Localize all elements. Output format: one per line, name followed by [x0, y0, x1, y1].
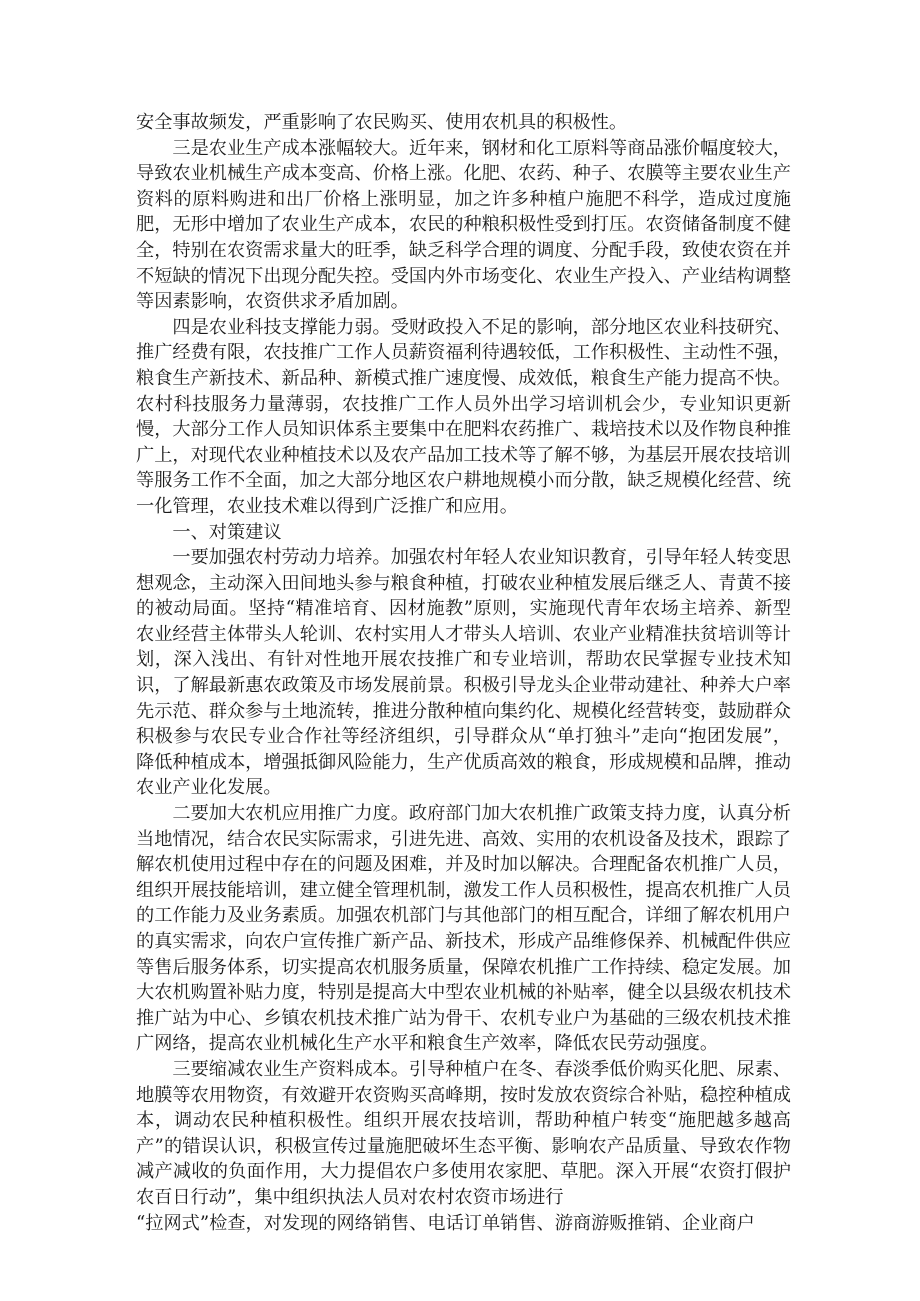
paragraph-reduce-costs: 三要缩减农业生产资料成本。引导种植户在冬、春淡季低价购买化肥、尿素、地膜等农用物资，有效避开农资购买高峰期，按时发放农资综合补贴，稳控种植成本，调动农民种植积极性。组织开展农技培训，帮助种植户转变“施肥越多越高产”的错误认识，积极宣传过量施肥破坏生态平衡、影响农产品质量、导致农作物减产减收的负面作用，大力提倡农户多使用农家肥、草肥。深入开展“农资打假护农百日行动”，集中组织执法人员对农村农资市场进行 — [136, 1058, 791, 1208]
document-body — [136, 110, 791, 1236]
paragraph-machinery-promotion: 二要加大农机应用推广力度。政府部门加大农机推广政策支持力度，认真分析当地情况，结合农民实际需求，引进先进、高效、实用的农机设备及技术，跟踪了解农机使用过程中存在的问题及困难，并及时加以解决。合理配备农机推广人员，组织开展技能培训，建立健全管理机制，激发工作人员积极性，提高农机推广人员的工作能力及业务素质。加强农机部门与其他部门的相互配合，详细了解农机用户的真实需求，向农户宣传推广新产品、新技术，形成产品维修保养、机械配件供应等售后服务体系，切实提高农机服务质量，保障农机推广工作持续、稳定发展。加大农机购置补贴力度，特别是提高大中型农业机械的补贴率，健全以县级农机技术推广站为中心、乡镇农机技术推广站为骨干、农机专业户为基础的三级农机技术推广网络，提高农业机械化生产水平和粮食生产效率，降低农民劳动强度。 — [136, 803, 791, 1055]
paragraph-cost-rise: 三是农业生产成本涨幅较大。近年来，钢材和化工原料等商品涨价幅度较大，导致农业机械生产成本变高、价格上涨。化肥、农药、种子、农膜等主要农业生产资料的原料购进和出厂价格上涨明显，加之许多种植户施肥不科学，造成过度施肥，无形中增加了农业生产成本，农民的种粮积极性受到打压。农资储备制度不健全，特别在农资需求量大的旺季，缺乏科学合理的调度、分配手段，致使农资在并不短缺的情况下出现分配失控。受国内外市场变化、农业生产投入、产业结构调整等因素影响，农资供求矛盾加剧。 — [136, 137, 791, 313]
paragraph-inspection: “拉网式”检查，对发现的网络销售、电话订单销售、游商游贩推销、企业商户 — [136, 1212, 755, 1234]
paragraph-continuation: 安全事故频发，严重影响了农民购买、使用农机具的积极性。 — [136, 112, 628, 133]
paragraph-tech-support: 四是农业科技支撑能力弱。受财政投入不足的影响，部分地区农业科技研究、推广经费有限，农技推广工作人员薪资福利待遇较低，工作积极性、主动性不强，粮食生产新技术、新品种、新模式推广速度慢、成效低，粮食生产能力提高不快。农村科技服务力量薄弱，农技推广工作人员外出学习培训机会少，专业知识更新慢，大部分工作人员知识体系主要集中在肥料农药推广、栽培技术以及作物良种推广上，对现代农业种植技术以及农产品加工技术等了解不够，为基层开展农技培训等服务工作不全面，加之大部分地区农户耕地规模小而分散，缺乏规模化经营、统一化管理，农业技术难以得到广泛推广和应用。 — [136, 316, 791, 517]
paragraph-labor-training: 一要加强农村劳动力培养。加强农村年轻人农业知识教育，引导年轻人转变思想观念，主动深入田间地头参与粮食种植，打破农业种植发展后继乏人、青黄不接的被动局面。坚持“精准培育、因材施教”原则，实施现代青年农场主培养、新型农业经营主体带头人轮训、农村实用人才带头人培训、农业产业精准扶贫培训等计划，深入浅出、有针对性地开展农技推广和专业培训，帮助农民掌握专业技术知识，了解最新惠农政策及市场发展前景。积极引导龙头企业带动建社、种养大户率先示范、群众参与土地流转，推进分散种植向集约化、规模化经营转变，鼓励群众积极参与农民专业合作社等经济组织，引导群众从“单打独斗”走向“抱团发展”，降低种植成本，增强抵御风险能力，生产优质高效的粮食，形成规模和品牌，推动农业产业化发展。 — [136, 547, 791, 799]
section-heading-countermeasures: 一、对策建议 — [172, 521, 282, 543]
